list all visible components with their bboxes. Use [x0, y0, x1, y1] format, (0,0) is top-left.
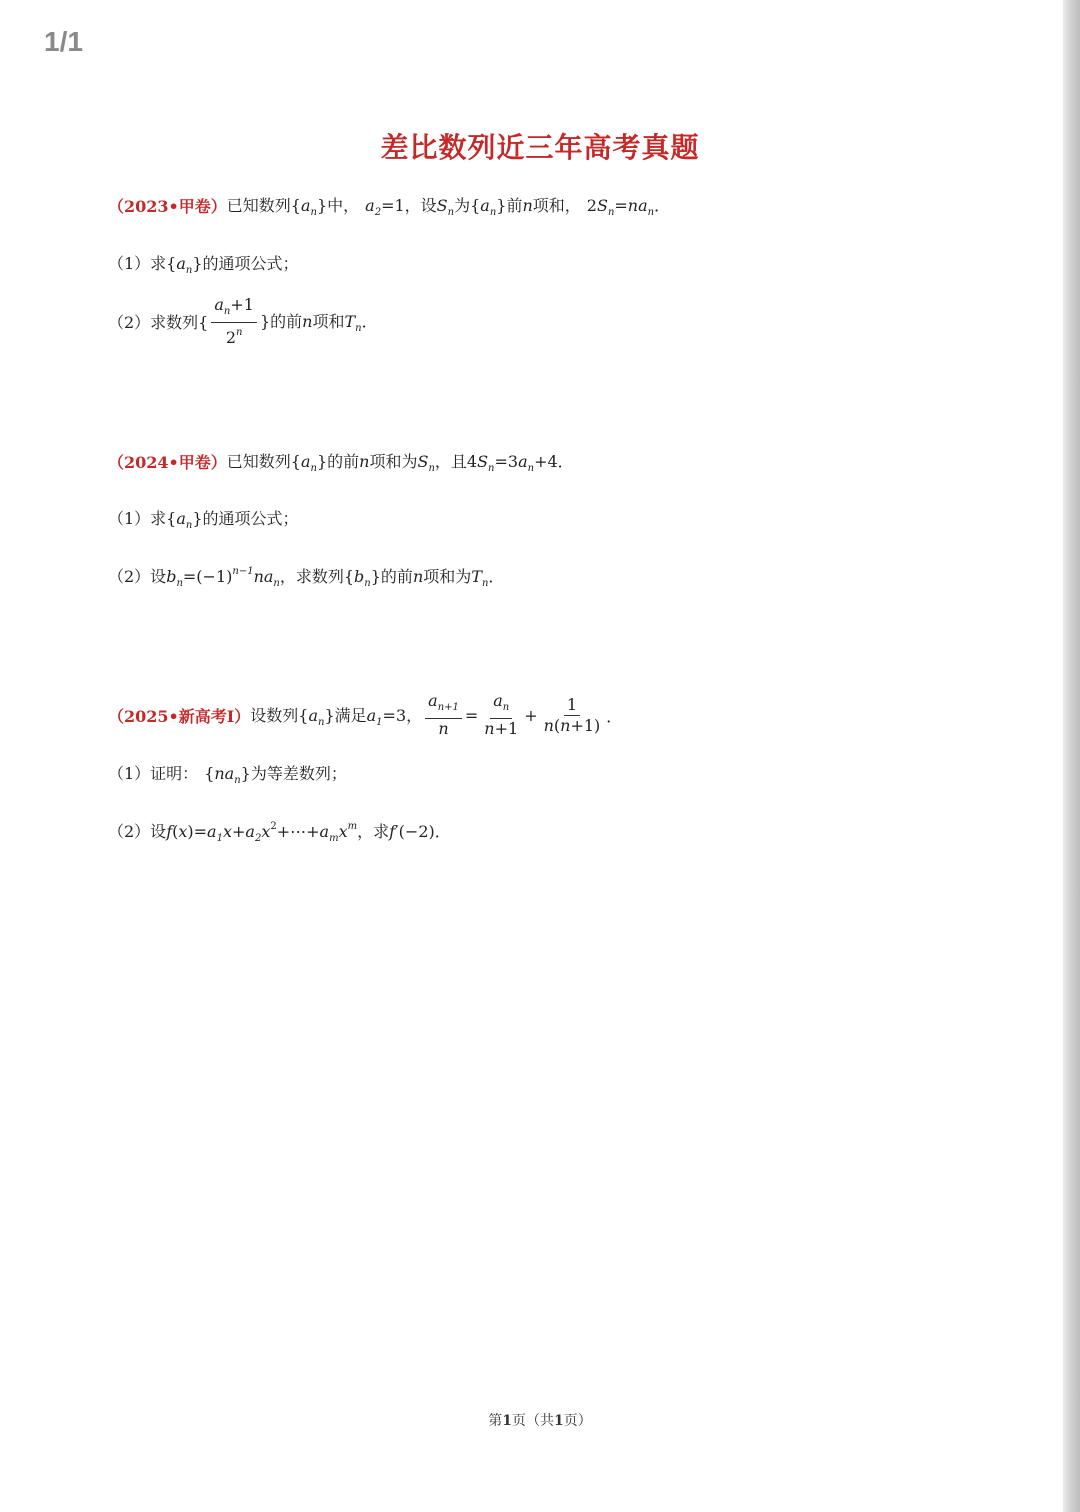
problem-2-part-1: （1）求$\{a_n\}$的通项公式； [108, 509, 299, 531]
fraction: $\frac{a_n+1}{2^n}$ [211, 296, 257, 347]
scrollbar[interactable] [1063, 0, 1080, 1512]
page-indicator: 1/1 [44, 26, 83, 57]
problem-3-stem: （2025•新高考Ⅰ） 设数列$\{a_n\}$满足$a_1=3$， $\frac{a_{n+1}}{n}$ = $\frac{a_n}{n+1}$ + $\frac{1}{n(n+1)}$ ． [108, 691, 623, 738]
problem-1-tag: （2023•甲卷） [108, 197, 227, 216]
problem-1-part-1: （1）求$\{a_n\}$的通项公式； [108, 254, 299, 276]
problem-2-tag: （2024•甲卷） [108, 453, 227, 472]
page-footer: 第1页（共1页） [488, 1413, 592, 1429]
problem-3-part-2: （2）设$f(x)=a_1x+a_2x^2+\cdots+a_mx^m$，求f′(−2)． [108, 821, 451, 844]
fraction: $\frac{a_n}{n+1}$ [484, 691, 519, 738]
problem-2-part-2: （2）设$b_n=(-1)^{n-1}na_n$，求数列$\{b_n\}$的前n项和为$T_n$． [108, 566, 505, 589]
problem-3-part-1: （1）证明： $\{na_n\}$为等差数列； [108, 764, 347, 786]
fraction: $\frac{1}{n(n+1)}$ [543, 694, 601, 735]
document-title: 差比数列近三年高考真题 [380, 131, 700, 164]
fraction: $\frac{a_{n+1}}{n}$ [425, 692, 462, 738]
problem-1-part-2: （2）求数列{ $\frac{a_n+1}{2^n}$ }的前n项和$T_n$． [108, 295, 378, 347]
problem-2-stem: （2024•甲卷） 已知数列$\{a_n\}$的前n项和为$S_n$，且$4S_n=3a_n+4$． [108, 452, 574, 474]
problem-1-stem: （2023•甲卷） 已知数列$\{a_n\}$中， $a_2=1$，设$S_n$为$\{a_n\}$前n项和， $2S_n=na_n$． [108, 196, 671, 218]
problem-3-tag: （2025•新高考Ⅰ） [108, 706, 251, 726]
